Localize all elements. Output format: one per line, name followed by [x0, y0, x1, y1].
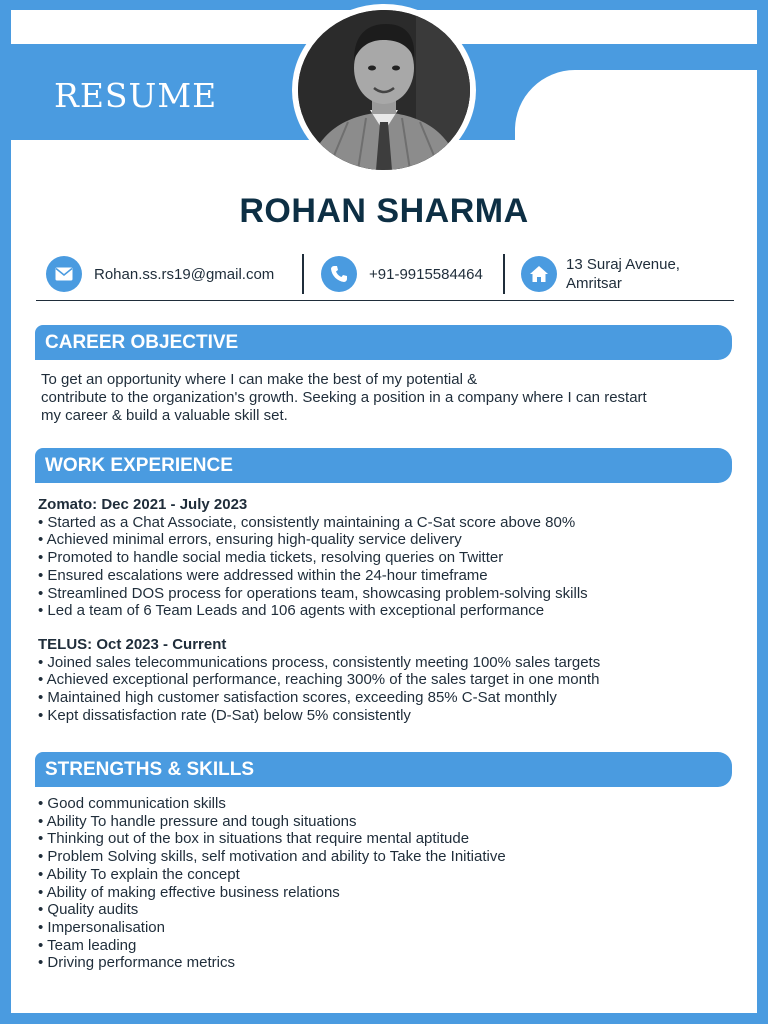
- job-zomato: [38, 496, 588, 620]
- list-item: • Kept dissatisfaction rate (D-Sat) below 5% consistently: [38, 706, 411, 724]
- address-line-2: Amritsar: [566, 275, 622, 292]
- header-curve: [515, 70, 757, 150]
- list-item: • Impersonalisation: [38, 918, 165, 936]
- section-heading: WORK EXPERIENCE: [45, 455, 233, 476]
- contact-email[interactable]: [46, 256, 274, 292]
- list-item: • Team leading: [38, 936, 137, 954]
- section-heading: STRENGTHS & SKILLS: [45, 759, 255, 780]
- job-telus: [38, 636, 600, 725]
- list-item: • Ability To handle pressure and tough situations: [38, 812, 357, 830]
- profile-photo: [298, 10, 470, 170]
- section-heading: CAREER OBJECTIVE: [45, 332, 239, 353]
- list-item: • Streamlined DOS process for operations team, showcasing problem-solving skills: [38, 584, 588, 602]
- address-text: [566, 255, 680, 293]
- mail-icon: [46, 256, 82, 292]
- phone-text: +91-9915584464: [369, 265, 483, 283]
- list-item: • Achieved exceptional performance, reaching 300% of the sales target in one month: [38, 671, 600, 689]
- candidate-name: ROHAN SHARMA: [239, 192, 529, 230]
- list-item: • Thinking out of the box in situations that require mental aptitude: [38, 830, 470, 848]
- section-strengths-skills: [35, 752, 732, 787]
- list-item: • Ability of making effective business relations: [38, 883, 340, 901]
- section-career-objective: [35, 325, 732, 360]
- list-item: • Led a team of 6 Team Leads and 106 agents with exceptional performance: [38, 602, 545, 620]
- resume-title: RESUME: [54, 76, 218, 115]
- objective-line: my career & build a valuable skill set.: [41, 406, 288, 424]
- list-item: • Ability To explain the concept: [38, 865, 240, 883]
- contact-address: [521, 256, 680, 292]
- section-work-experience: [35, 448, 732, 483]
- home-icon: [521, 256, 557, 292]
- list-item: • Good communication skills: [38, 795, 226, 812]
- objective-line: contribute to the organization's growth. Seeking a position in a company where I can restart: [41, 388, 647, 406]
- list-item: • Quality audits: [38, 901, 139, 919]
- list-item: • Ensured escalations were addressed within the 24-hour timeframe: [38, 566, 488, 584]
- job-title: Zomato: Dec 2021 - July 2023: [38, 496, 248, 513]
- list-item: • Maintained high customer satisfaction scores, exceeding 85% C-Sat monthly: [38, 689, 557, 707]
- list-item: • Joined sales telecommunications process, consistently meeting 100% sales targets: [38, 653, 601, 671]
- list-item: • Promoted to handle social media tickets, resolving queries on Twitter: [38, 549, 504, 567]
- objective-line: To get an opportunity where I can make the best of my potential &: [41, 371, 478, 388]
- contact-divider: [302, 254, 304, 294]
- list-item: • Driving performance metrics: [38, 954, 235, 972]
- phone-icon: [321, 256, 357, 292]
- contact-separator: [36, 300, 734, 301]
- email-text: Rohan.ss.rs19@gmail.com: [94, 265, 275, 283]
- list-item: • Started as a Chat Associate, consistently maintaining a C-Sat score above 80%: [38, 513, 576, 531]
- list-item: • Achieved minimal errors, ensuring high-quality service delivery: [38, 531, 462, 549]
- list-item: • Problem Solving skills, self motivation and ability to Take the Initiative: [38, 848, 506, 866]
- contact-phone[interactable]: [321, 256, 483, 292]
- address-line-1: 13 Suraj Avenue,: [566, 256, 680, 273]
- job-title: TELUS: Oct 2023 - Current: [38, 636, 227, 653]
- career-objective-text: [41, 371, 721, 424]
- skills-list: [38, 795, 506, 972]
- contact-divider: [503, 254, 505, 294]
